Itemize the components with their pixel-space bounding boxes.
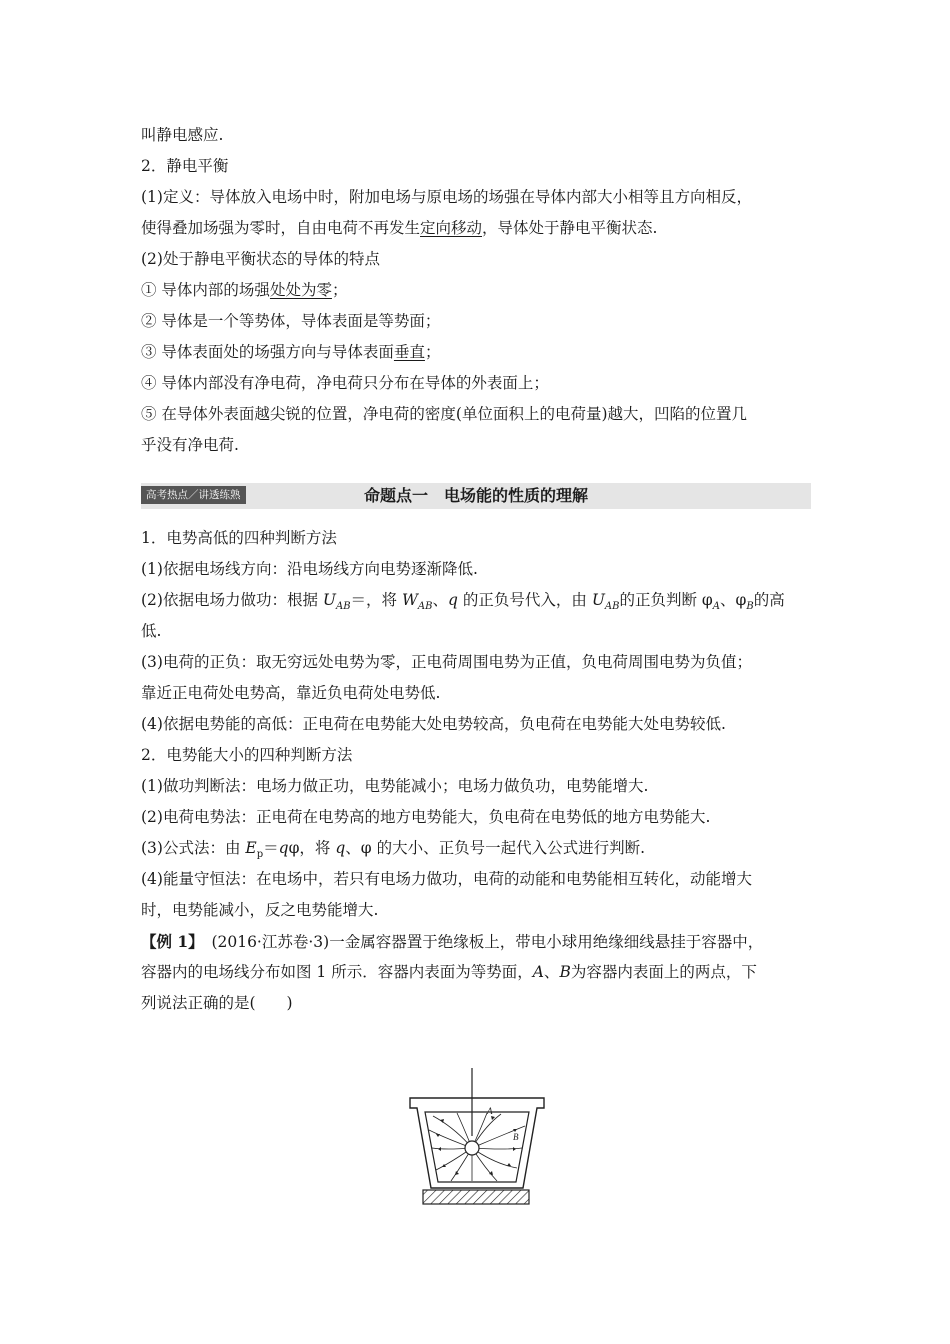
math-symbol: q (278, 839, 289, 857)
text-span: (2)依据电场力做功：根据 (141, 591, 323, 609)
math-symbol: W (401, 591, 418, 609)
text-line (141, 213, 811, 244)
text-line: 低. (141, 622, 162, 640)
heading-electrostatic-equilibrium: 2．静电平衡 (141, 157, 229, 175)
text-span: 、 (543, 963, 560, 981)
text-line: ⑤ 在导体外表面越尖锐的位置，净电荷的密度(单位面积上的电荷量)越大，凹陷的位置几 (141, 405, 748, 423)
text-span: 、φ (719, 591, 747, 609)
text-line: (1)做功判断法：电场力做正功，电势能减小；电场力做负功，电势能增大. (141, 777, 649, 795)
text-line: 叫静电感应. (141, 126, 224, 144)
text-span: ① 导体内部的场强 (141, 281, 270, 299)
text-line: (1)定义：导体放入电场中时，附加电场与原电场的场强在导体内部大小相等且方向相反， (141, 188, 752, 206)
underlined-term: 垂直 (393, 343, 425, 361)
text-span: (3)公式法：由 (141, 839, 246, 857)
example-line (141, 926, 811, 957)
section-title: 命题点一 电场能的性质的理解 (363, 486, 588, 505)
math-symbol: E (245, 839, 257, 857)
text-line (141, 957, 811, 988)
math-subscript: AB (335, 601, 351, 613)
text-line: (4)依据电势能的高低：正电荷在电势能大处电势较高，负电荷在电势能大处电势较低. (141, 715, 726, 733)
text-span: ③ 导体表面处的场强方向与导体表面 (141, 343, 394, 361)
text-line: (2)处于静电平衡状态的导体的特点 (141, 250, 380, 268)
document-body (141, 120, 811, 1019)
text-line (141, 337, 811, 368)
text-line (141, 275, 811, 306)
text-line (141, 585, 811, 616)
text-span: (2016·江苏卷·3)一金属容器置于绝缘板上，带电小球用绝缘细线悬挂于容器中， (195, 933, 764, 951)
insulating-board (423, 1190, 529, 1204)
section-tag: 高考热点／讲透练熟 (141, 486, 246, 504)
math-symbol: B (559, 963, 571, 981)
text-line: 靠近正电荷处电势高，靠近负电荷处电势低. (141, 684, 441, 702)
text-line: ④ 导体内部没有净电荷，净电荷只分布在导体的外表面上； (141, 374, 549, 392)
math-symbol: q (335, 839, 346, 857)
text-span: 、φ 的大小、正负号一起代入公式进行判断. (345, 839, 646, 857)
label-a: A (487, 1106, 493, 1116)
section-header-band (141, 483, 811, 509)
text-line: ② 导体是一个等势体，导体表面是等势面； (141, 312, 441, 330)
text-line: 时，电势能减小，反之电势能增大. (141, 901, 379, 919)
text-span: φ，将 (288, 839, 336, 857)
container-field-figure (405, 1068, 550, 1208)
math-symbol: q (448, 591, 458, 609)
text-span: 为容器内表面上的两点，下 (570, 963, 757, 981)
text-line: 列说法正确的是( ) (141, 994, 293, 1012)
math-subscript: A (712, 601, 720, 613)
text-line: (1)依据电场线方向：沿电场线方向电势逐渐降低. (141, 560, 478, 578)
example-tag: 【例 1】 (141, 932, 196, 951)
text-line (141, 833, 811, 864)
heading-energy-methods: 2．电势能大小的四种判断方法 (141, 746, 353, 764)
math-subscript: p (256, 849, 264, 861)
text-span: 、 (432, 591, 449, 609)
math-symbol: A (532, 963, 544, 981)
text-span: 的正负号代入，由 (457, 591, 592, 609)
text-line: (4)能量守恒法：在电场中，若只有电场力做功，电荷的动能和电势能相互转化，动能增大 (141, 870, 752, 888)
text-span: ，导体处于静电平衡状态. (482, 219, 658, 237)
math-subscript: B (746, 601, 754, 613)
text-span: 的高 (753, 591, 785, 609)
math-subscript: AB (417, 601, 433, 613)
text-span: ； (331, 281, 348, 299)
text-line: 乎没有净电荷. (141, 436, 239, 454)
text-span: 容器内的电场线分布如图 1 所示．容器内表面为等势面， (141, 963, 533, 981)
text-line: (3)电荷的正负：取无穷远处电势为零，正电荷周围电势为正值，负电荷周围电势为负值； (141, 653, 752, 671)
math-subscript: AB (604, 601, 620, 613)
math-symbol: U (322, 591, 336, 609)
text-span: 使得叠加场强为零时，自由电荷不再发生 (141, 219, 421, 237)
heading-potential-methods: 1．电势高低的四种判断方法 (141, 529, 337, 547)
text-span: ＝，将 (350, 591, 402, 609)
text-span: 的正负判断 φ (619, 591, 713, 609)
charged-ball (465, 1141, 479, 1155)
text-span: ； (424, 343, 441, 361)
label-b: B (513, 1132, 519, 1142)
text-line: (2)电荷电势法：正电荷在电势高的地方电势能大，负电荷在电势低的地方电势能大. (141, 808, 711, 826)
math-symbol: U (591, 591, 605, 609)
text-span: ＝ (263, 839, 279, 857)
underlined-term: 处处为零 (269, 281, 332, 299)
underlined-term: 定向移动 (420, 219, 483, 237)
